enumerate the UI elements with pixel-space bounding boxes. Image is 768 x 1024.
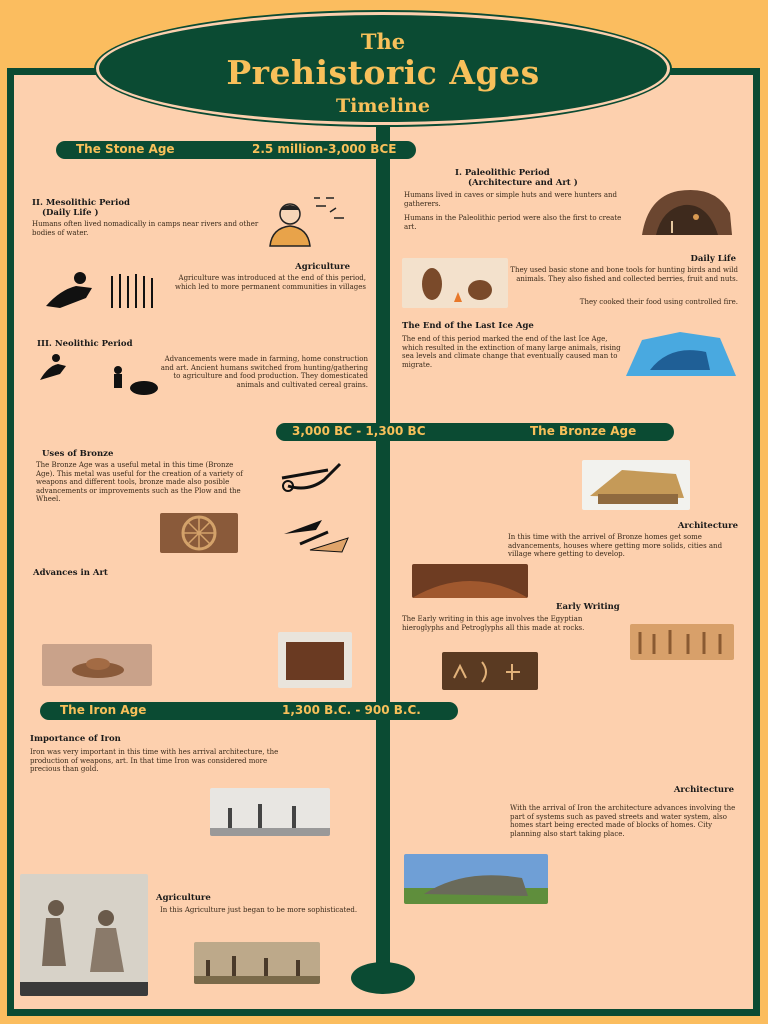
- mesolithic-heading: II. Mesolithic Period: [32, 198, 130, 208]
- stone-agriculture-heading: Agriculture: [295, 262, 350, 272]
- bronze-architecture-heading: Architecture: [677, 521, 738, 531]
- paleolithic-subheading: (Architecture and Art ): [468, 178, 578, 188]
- iron-age-farmers-engraving: [20, 874, 148, 996]
- iron-agriculture-text: In this Agriculture just began to be more sophisticated.: [160, 906, 358, 914]
- paleolithic-text-1: Humans lived in caves or simple huts and were hunters and gatherers.: [404, 191, 618, 208]
- daily-life-heading: Daily Life: [690, 254, 736, 264]
- paleolithic-text-2: Humans in the Paleolithic period were also the first to create art.: [404, 214, 622, 231]
- bronze-textile-image: [278, 632, 352, 688]
- daily-life-text-1: They used basic stone and bone tools for hunting birds and wild animals. They also fished and collected berries, fruit and nuts.: [510, 266, 738, 283]
- ice-age-heading: The End of the Last Ice Age: [402, 321, 534, 331]
- cave-painting-image: [638, 185, 734, 237]
- stone-age-bar: [56, 141, 416, 159]
- iron-architecture-heading: Architecture: [673, 785, 734, 795]
- stone-age-label: The Stone Age: [76, 142, 175, 156]
- title-timeline: Timeline: [336, 95, 430, 117]
- ironworkers-image: [210, 788, 330, 836]
- advances-in-art-heading: Advances in Art: [33, 568, 108, 578]
- title-main: Prehistoric Ages: [226, 53, 540, 92]
- iron-architecture-text: With the arrival of Iron the architecture advances involving the part of systems such as paved streets and water system, also homes start being erected made of blocks of homes. City planning also start taking place.: [510, 804, 736, 838]
- daily-life-text-2: They cooked their food using controlled fire.: [579, 298, 738, 306]
- ice-age-text: The end of this period marked the end of the last Ice Age, which resulted in the extinction of many large animals, rising sea levels and climate change that eventually caused man to migrate.: [402, 335, 621, 369]
- paleolithic-heading: I. Paleolithic Period: [455, 168, 550, 178]
- timeline-spine: [376, 125, 390, 970]
- stone-age-dates: 2.5 million-3,000 BCE: [252, 142, 397, 156]
- livestock-icon: [106, 364, 164, 400]
- bronze-architecture-text: In this time with the arrivel of Bronze homes get some advancements, houses where getting more solids, cities and village where getting to develop.: [508, 533, 723, 559]
- cave-art-image: [412, 564, 528, 598]
- nomad-person-icon: [264, 192, 354, 248]
- hieroglyphs-image: [630, 624, 734, 660]
- bronze-age-dates: 3,000 BC - 1,300 BC: [292, 424, 426, 438]
- bronze-age-label: The Bronze Age: [530, 424, 637, 438]
- plow-icon: [278, 456, 352, 496]
- broch-tower-image: [404, 854, 548, 904]
- title-the: The: [360, 29, 406, 54]
- timeline-end-cap: [351, 962, 415, 994]
- harvest-icon: [40, 268, 158, 310]
- bronze-house-image: [582, 460, 690, 510]
- mesolithic-subheading: (Daily Life ): [42, 208, 99, 218]
- bronze-tools-icon: [280, 512, 354, 556]
- petroglyphs-image: [442, 652, 538, 690]
- iron-farming-scene-image: [194, 942, 320, 984]
- farmer-icon: [36, 352, 76, 382]
- cavemen-fire-image: [402, 258, 508, 308]
- iron-age-dates: 1,300 B.C. - 900 B.C.: [282, 703, 421, 717]
- title-oval: [96, 12, 670, 125]
- uses-of-bronze-text: The Bronze Age was a useful metal in this time (Bronze Age). This metal was useful for the creation of a variety of weapons and different tools, bronze made also posible advancements or improvements such as the Plow and the Wheel.: [36, 461, 243, 504]
- iron-age-label: The Iron Age: [60, 703, 147, 717]
- neolithic-text: Advancements were made in farming, home construction and art. Ancient humans switched from hunting/gathering to agriculture and food production. They domesticated animals and cultivated cereal grains.: [160, 355, 368, 389]
- iron-agriculture-heading: Agriculture: [156, 893, 211, 903]
- stone-agriculture-text: Agriculture was introduced at the end of this period, which led to more permanent communities in villages: [175, 274, 366, 291]
- mesolithic-text: Humans often lived nomadically in camps near rivers and other bodies of water.: [32, 220, 259, 237]
- iron-age-bar: [40, 702, 458, 720]
- importance-of-iron-heading: Importance of Iron: [30, 734, 121, 744]
- frozen-mammoth-image: [620, 330, 740, 378]
- early-writing-heading: Early Writing: [556, 602, 620, 612]
- pottery-wheel-image: [42, 644, 152, 686]
- early-writing-text: The Early writing in this age involves the Egyptian hieroglyphs and Petroglyphs all this made at rocks.: [402, 615, 585, 632]
- bronze-age-bar: [276, 423, 674, 441]
- uses-of-bronze-heading: Uses of Bronze: [42, 449, 114, 459]
- importance-of-iron-text: Iron was very important in this time with hes arrival architecture, the production of weapons, art. In that time Iron was considered more precious than gold.: [30, 748, 279, 774]
- neolithic-heading: III. Neolithic Period: [37, 339, 133, 349]
- wooden-wheel-image: [160, 513, 238, 553]
